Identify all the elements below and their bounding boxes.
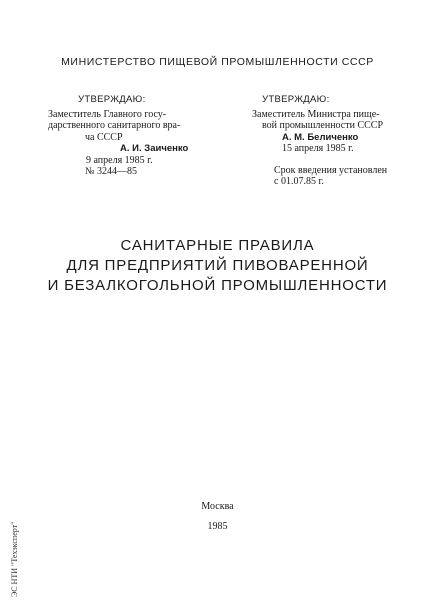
approver-title-line: Заместитель Министра пище- [252,108,380,120]
approval-heading: УТВЕРЖДАЮ: [262,94,330,105]
signatory-name: А. М. Беличенко [282,131,359,143]
ministry-header: МИНИСТЕРСТВО ПИЩЕВОЙ ПРОМЫШЛЕННОСТИ СССР [61,56,374,68]
approver-title-line: ча СССР [85,131,123,143]
approval-date: 9 апреля 1985 г. [86,154,153,166]
title-line: САНИТАРНЫЕ ПРАВИЛА [120,237,315,254]
signatory-name: А. И. Заиченко [120,143,189,154]
approver-title-line: Заместитель Главного госу- [48,108,167,120]
document-title [0,236,435,296]
effective-date-line: Срок введения установлен [274,164,388,176]
approver-title-line: вой промышленности СССР [262,120,384,131]
approval-heading: УТВЕРЖДАЮ: [78,94,146,105]
title-line: ДЛЯ ПРЕДПРИЯТИЙ ПИВОВАРЕННОЙ [66,257,369,274]
publication-year: 1985 [207,521,228,532]
publication-city: Москва [201,501,234,512]
approval-block-right [252,94,422,188]
watermark: ЭС НТИ "Техэксперт" [10,521,19,597]
approver-title-line: дарственного санитарного вра- [48,120,181,131]
approval-number: № 3244—85 [85,166,138,177]
approval-date: 15 апреля 1985 г. [282,143,354,154]
approval-block-left [48,94,218,178]
effective-date-line: с 01.07.85 г. [274,176,324,187]
title-line: И БЕЗАЛКОГОЛЬНОЙ ПРОМЫШЛЕННОСТИ [47,277,388,294]
publication-info [0,497,435,537]
